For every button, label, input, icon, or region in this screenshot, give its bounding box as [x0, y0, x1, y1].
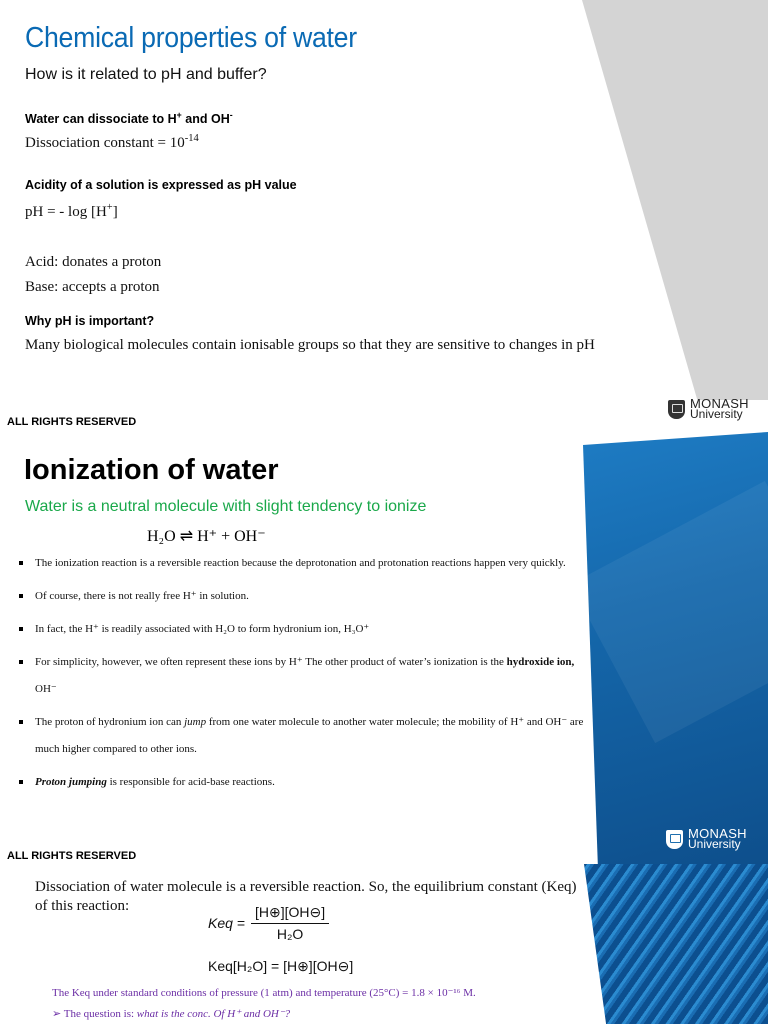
ph-importance-text: Many biological molecules contain ionisable groups so that they are sensitive to changes in pH: [25, 337, 595, 353]
slide-subtitle: How is it related to pH and buffer?: [25, 66, 267, 83]
footer-rights: ALL RIGHTS RESERVED: [7, 850, 137, 862]
acid-definition: Acid: donates a proton: [25, 254, 162, 270]
slide-chemical-properties: [0, 0, 768, 432]
heading-dissociation: Water can dissociate to H+ and OH-: [25, 109, 233, 126]
list-item: The proton of hydronium ion can jump from one water molecule to another water molecule; the mobility of H⁺ and OH⁻ are much higher compared to other ions.: [18, 709, 598, 763]
keq-fraction: Keq = $\frac{[H\oplus][OH⊖]}{\text{H₂O}}$: [208, 904, 329, 942]
slide-equilibrium: [0, 864, 768, 1024]
monash-shield-icon: [666, 830, 683, 849]
slide-ionization: [0, 432, 768, 864]
ionization-equation: H₂O ⇌ H⁺ + OH⁻: [147, 528, 266, 545]
ph-formula: pH = - log [H+]: [25, 202, 118, 220]
list-item: For simplicity, however, we often represent these ions by H⁺ The other product of water’s ionization is the hydroxide ion, OH⁻: [18, 649, 598, 703]
footer-rights: ALL RIGHTS RESERVED: [7, 416, 137, 428]
list-item: Of course, there is not really free H⁺ in solution.: [18, 583, 598, 610]
slide-title: Ionization of water: [24, 454, 279, 486]
heading-why-ph: Why pH is important?: [25, 314, 155, 328]
base-definition: Base: accepts a proton: [25, 279, 160, 295]
decorative-grey-panel: [582, 0, 768, 400]
keq-rearranged: Keq[H₂O] = [H⊕][OH⊖]: [208, 958, 354, 974]
slide-title: Chemical properties of water: [25, 22, 357, 54]
bullet-list: [18, 550, 598, 796]
decorative-pattern-panel: [584, 864, 768, 1024]
dissociation-constant: Dissociation constant = $10^{-14}$: [25, 133, 199, 151]
monash-logo: MONASH University: [666, 828, 747, 850]
heading-acidity: Acidity of a solution is expressed as pH value: [25, 178, 297, 192]
monash-logo: MONASH University: [668, 398, 749, 420]
keq-denominator: H₂O: [276, 926, 304, 942]
keq-numerator: [H⊕][OH⊖]: [251, 904, 329, 924]
monash-shield-icon: [668, 400, 685, 419]
slide-subtitle: Water is a neutral molecule with slight tendency to ionize: [25, 498, 427, 515]
question-line: ➢ The question is: what is the conc. Of H⁺ and OH⁻?: [52, 1008, 291, 1020]
equilibrium-paragraph: Dissociation of water molecule is a reversible reaction. So, the equilibrium constant (Keq) of this reaction:: [35, 879, 577, 914]
list-item: Proton jumping is responsible for acid-base reactions.: [18, 769, 598, 796]
standard-conditions-note: The Keq under standard conditions of pressure (1 atm) and temperature (25°C) = 1.8 × 10⁻¹⁶ M.: [52, 987, 476, 999]
list-item: In fact, the H⁺ is readily associated with H₂O to form hydronium ion, H₃O⁺: [18, 616, 598, 643]
list-item: The ionization reaction is a reversible reaction because the deprotonation and protonation reactions happen very quickly.: [18, 550, 598, 577]
